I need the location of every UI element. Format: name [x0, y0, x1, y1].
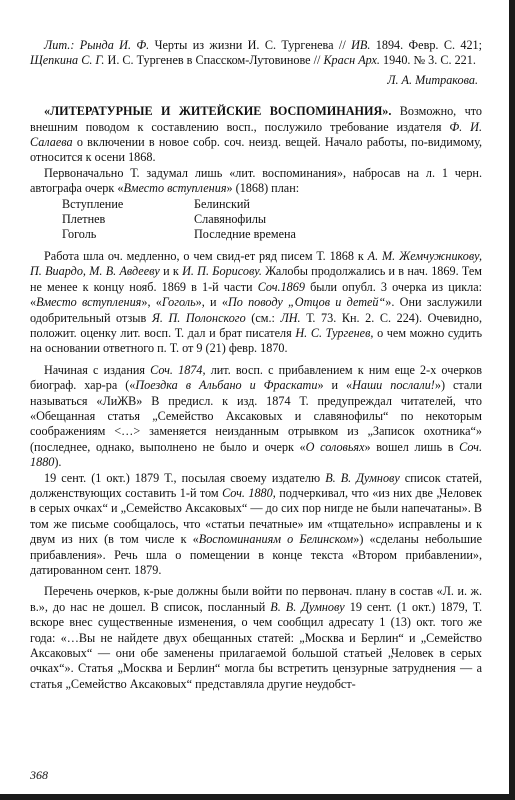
work-title: Вместо вступления: [123, 181, 227, 196]
article-entry: [30, 104, 482, 166]
body-text: Возможно, что внешним поводом к составлению восп., послужило требование издателя Ф. И. Салаева о включении в новое собр. соч. неизд. вещей. Начало работы, по-видимому, относится к осени 1868.: [30, 104, 483, 165]
person-name: И. П. Борисову.: [182, 264, 262, 279]
paragraph-work-progress: Работа шла оч. медленно, о чем свид-ет ряд писем Т. 1868 к А. М. Жемчужникову, П. Виардо, М. В. Авдееву и к И. П. Борисову. Жалобы продолжались и в нач. 1869. Тем не менее к концу нояб. 1869 в 1-й части Соч.1869 были опубл. 3 очерка из цикла: «Вместо вступления», «Гоголь», и «По поводу „Отцов и детей“». Они заслужили одобрительный отзыв Я. П. Полонского (см.: ЛН. Т. 73. Кн. 2. С. 224). Очевидно, положит. оценку лит. восп. Т. дал и брат писателя Н. С. Тургенев, о чем можно судить на основании ответного п. Т. от 9 (21) февр. 1870.: [30, 248, 483, 356]
literature-text: 1940. № 3. С. 221.: [383, 53, 476, 68]
plan-item: Вступление: [62, 196, 124, 211]
plan-table: [62, 197, 482, 243]
paragraph-plan-intro: Первоначально Т. задумал лишь «лит. воспоминания», набросав на л. 1 черн. автографа очерк «Вместо вступления» (1868) план:: [30, 165, 482, 196]
paragraph-letter-1879: 19 сент. (1 окт.) 1879 Т., посылая своему издателю В. В. Думнову список статей, долженствующих составить 1-й том Соч. 1880, подчеркивал, что «из них две „Человек в серых очках“ и „Семейство Аксаковых“ — до сих пор нигде не были напечатаны». В том же письме сообщалось, что «статьи печатные» им «тщательно» исправлены и к двум из них (в том числе к «Воспоминаниям о Белинском») «сделаны небольшие прибавления». Речь шла о помещении в конце текста «Втором прибавлении», датированном сент. 1879.: [30, 470, 483, 577]
literature-journal: Красн Арх.: [323, 53, 380, 68]
literature-text: Черты из жизни И. С. Тургенева //: [154, 38, 346, 52]
literature-lead: Лит.:: [44, 38, 75, 52]
literature-note: [30, 38, 482, 69]
document-page: [30, 38, 482, 692]
article-title: «ЛИТЕРАТУРНЫЕ И ЖИТЕЙСКИЕ ВОСПОМИНАНИЯ».: [44, 104, 392, 119]
edition-name: Соч. 1880: [30, 439, 482, 470]
literature-author: Щепкина С. Г.: [30, 53, 105, 68]
person-name: Н. С. Тургенев,: [295, 325, 374, 340]
paragraph-edition-1874: Начиная с издания Соч. 1874, лит. восп. с прибавлением к ним еще 2-х очерков биограф. хар-ра («Поездка в Альбано и Фраскати» и «Наши послали!») стали называться «ЛиЖВ» В предисл. к изд. 1874 Т. предупреждал читателей, что «Обещанная статья „Семейство Аксаковых и славянофилы“ по некоторым соображениям <…> заменяется неизданным отрывком из „Записок охотника“» (последнее, однако, выполнено не было и очерк «О соловьях» вошел лишь в Соч. 1880).: [30, 362, 482, 470]
person-name: В. В. Думнову: [325, 470, 400, 485]
work-title: Наши послали!: [352, 378, 435, 393]
work-title: Вместо вступления: [36, 295, 142, 310]
paragraph-essay-list: Перечень очерков, к-рые должны были войти по первонач. плану в состав «Л. и. ж. в.», до нас не дошел. В список, посланный В. В. Думнову 19 сент. (1 окт.) 1879, Т. вскоре внес существенные изменения, о чем сообщил адресату 1 (13) окт. того же года: «…Вы не найдете двух обещанных статей: „Москва и Берлин“ и „Семейство Аксаковых“ — они обе заменены прилагаемой большой статьей „Человек в серых очках“». Статья „Москва и Берлин“ могла бы встретить цензурные затруднения — а статья „Семейство Аксаковых“ представляла другие неудобст-: [30, 584, 483, 691]
person-name: Я. П. Полонского: [151, 310, 246, 325]
plan-item: Плетнев: [62, 212, 106, 227]
literature-journal: ИВ.: [351, 38, 371, 52]
edition-name: Соч. 1880,: [222, 485, 276, 500]
person-name: В. В. Думнову: [270, 599, 345, 614]
plan-item: Славянофилы: [194, 212, 267, 227]
plan-item: Последние времена: [194, 227, 296, 242]
work-title: Поездка в Альбано и Фраскати: [135, 378, 318, 393]
edition-name: Соч. 1874,: [150, 362, 206, 377]
literature-author: Рында И. Ф.: [79, 38, 150, 52]
literature-text: 1894. Февр. С. 421;: [375, 38, 483, 52]
author-signature: Л. А. Митракова.: [387, 72, 478, 87]
journal-name: ЛН.: [280, 310, 301, 325]
person-name: А. М. Жемчужникову, П. Виардо, М. В. Авдееву: [30, 248, 483, 279]
work-title: Гоголь: [161, 295, 196, 310]
literature-text: И. С. Тургенев в Спасском-Лутовинове //: [107, 53, 321, 68]
work-title: Воспоминаниям о Белинском: [198, 532, 354, 547]
person-name: Ф. И. Салаева: [30, 119, 482, 150]
plan-item: Белинский: [194, 196, 250, 211]
plan-item: Гоголь: [62, 227, 97, 242]
edition-name: Соч.1869: [257, 279, 305, 294]
page-number: 368: [30, 768, 48, 782]
work-title: По поводу „Отцов и детей“: [227, 295, 386, 310]
work-title: О соловьях: [305, 439, 365, 454]
